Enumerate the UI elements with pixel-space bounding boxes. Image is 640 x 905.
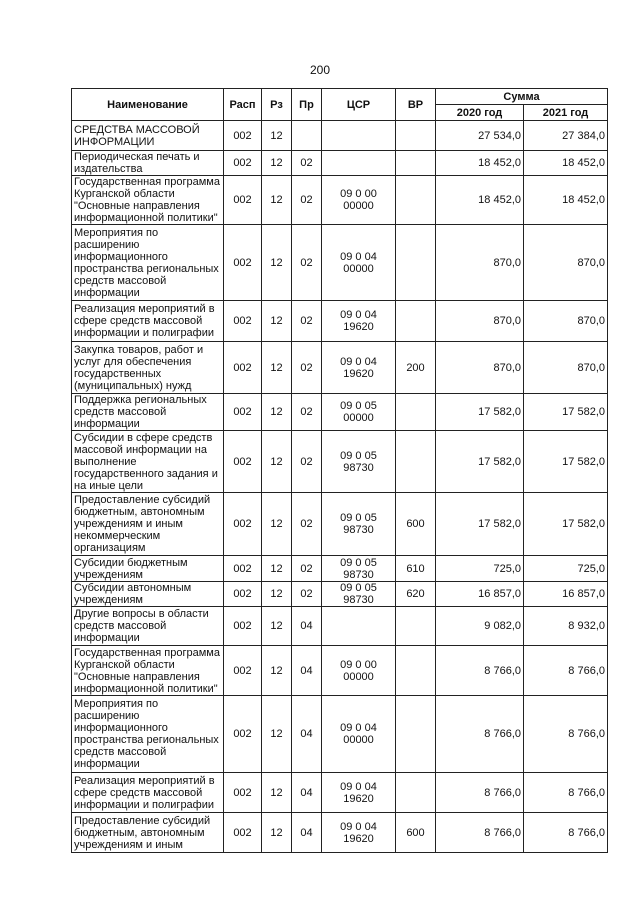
row-name: Мероприятия по расширению информационного пространства региональных средств массовой информации <box>72 225 224 301</box>
row-amount-2020: 870,0 <box>436 301 524 342</box>
row-amount-2021: 17 582,0 <box>524 394 608 431</box>
table-row <box>72 301 608 342</box>
row-amount-2021: 17 582,0 <box>524 431 608 493</box>
row-pr: 02 <box>292 225 322 301</box>
row-csr: 09 0 05 00000 <box>322 394 396 431</box>
row-vr: 200 <box>396 342 436 394</box>
header-year-2021: 2021 год <box>524 105 608 121</box>
header-csr: ЦСР <box>322 89 396 121</box>
row-rz: 12 <box>262 813 292 853</box>
row-vr <box>396 696 436 773</box>
table-row <box>72 607 608 646</box>
row-amount-2020: 17 582,0 <box>436 493 524 556</box>
row-csr: 09 0 00 00000 <box>322 646 396 696</box>
row-amount-2020: 8 766,0 <box>436 646 524 696</box>
row-csr: 09 0 05 98730 <box>322 493 396 556</box>
row-pr: 04 <box>292 607 322 646</box>
row-amount-2020: 9 082,0 <box>436 607 524 646</box>
row-pr: 02 <box>292 151 322 176</box>
row-rz: 12 <box>262 394 292 431</box>
row-pr: 02 <box>292 431 322 493</box>
row-pr: 02 <box>292 394 322 431</box>
row-rasp: 002 <box>224 342 262 394</box>
row-csr: 09 0 04 00000 <box>322 696 396 773</box>
row-amount-2021: 18 452,0 <box>524 151 608 176</box>
row-rasp: 002 <box>224 646 262 696</box>
row-name: СРЕДСТВА МАССОВОЙ ИНФОРМАЦИИ <box>72 121 224 151</box>
header-pr: Пр <box>292 89 322 121</box>
row-rz: 12 <box>262 646 292 696</box>
table-row <box>72 646 608 696</box>
row-rasp: 002 <box>224 582 262 607</box>
row-amount-2020: 17 582,0 <box>436 431 524 493</box>
row-vr <box>396 121 436 151</box>
row-pr: 02 <box>292 556 322 582</box>
row-amount-2021: 18 452,0 <box>524 176 608 225</box>
row-amount-2021: 870,0 <box>524 301 608 342</box>
row-rz: 12 <box>262 773 292 813</box>
row-amount-2021: 870,0 <box>524 225 608 301</box>
row-rz: 12 <box>262 607 292 646</box>
budget-table <box>71 88 608 853</box>
row-rasp: 002 <box>224 493 262 556</box>
table-row <box>72 342 608 394</box>
row-name: Реализация мероприятий в сфере средств массовой информации и полиграфии <box>72 301 224 342</box>
row-vr <box>396 225 436 301</box>
row-name: Поддержка региональных средств массовой информации <box>72 394 224 431</box>
row-name: Государственная программа Курганской области "Основные направления информационной политики" <box>72 646 224 696</box>
row-rasp: 002 <box>224 151 262 176</box>
row-rz: 12 <box>262 151 292 176</box>
row-rasp: 002 <box>224 225 262 301</box>
row-pr: 04 <box>292 813 322 853</box>
row-pr: 02 <box>292 582 322 607</box>
row-name: Субсидии бюджетным учреждениям <box>72 556 224 582</box>
row-rz: 12 <box>262 431 292 493</box>
row-name: Предоставление субсидий бюджетным, автономным учреждениям и иным <box>72 813 224 853</box>
row-rz: 12 <box>262 493 292 556</box>
row-csr: 09 0 05 98730 <box>322 431 396 493</box>
row-amount-2021: 8 766,0 <box>524 646 608 696</box>
row-amount-2020: 8 766,0 <box>436 813 524 853</box>
row-csr: 09 0 04 19620 <box>322 773 396 813</box>
row-vr <box>396 607 436 646</box>
row-name: Предоставление субсидий бюджетным, автономным учреждениям и иным некоммерческим организациям <box>72 493 224 556</box>
table-row <box>72 696 608 773</box>
header-name: Наименование <box>72 89 224 121</box>
row-vr <box>396 176 436 225</box>
row-vr: 620 <box>396 582 436 607</box>
row-amount-2021: 8 766,0 <box>524 696 608 773</box>
row-pr: 02 <box>292 301 322 342</box>
row-pr: 02 <box>292 342 322 394</box>
row-name: Государственная программа Курганской области "Основные направления информационной политики" <box>72 176 224 225</box>
table-row <box>72 431 608 493</box>
row-amount-2020: 870,0 <box>436 342 524 394</box>
row-rasp: 002 <box>224 431 262 493</box>
table-row <box>72 773 608 813</box>
row-csr: 09 0 05 98730 <box>322 556 396 582</box>
row-amount-2020: 725,0 <box>436 556 524 582</box>
row-csr: 09 0 04 19620 <box>322 342 396 394</box>
row-name: Субсидии автономным учреждениям <box>72 582 224 607</box>
row-csr <box>322 121 396 151</box>
header-sum: Сумма <box>436 89 608 105</box>
row-amount-2020: 870,0 <box>436 225 524 301</box>
row-rasp: 002 <box>224 607 262 646</box>
row-rz: 12 <box>262 121 292 151</box>
row-vr <box>396 646 436 696</box>
table-row <box>72 151 608 176</box>
row-vr <box>396 301 436 342</box>
row-amount-2020: 16 857,0 <box>436 582 524 607</box>
row-amount-2020: 8 766,0 <box>436 773 524 813</box>
row-rasp: 002 <box>224 556 262 582</box>
row-vr <box>396 151 436 176</box>
table-row <box>72 121 608 151</box>
row-rasp: 002 <box>224 301 262 342</box>
row-rasp: 002 <box>224 394 262 431</box>
row-csr: 09 0 04 19620 <box>322 301 396 342</box>
row-amount-2020: 27 534,0 <box>436 121 524 151</box>
row-amount-2021: 27 384,0 <box>524 121 608 151</box>
row-name: Другие вопросы в области средств массовой информации <box>72 607 224 646</box>
row-name: Реализация мероприятий в сфере средств массовой информации и полиграфии <box>72 773 224 813</box>
row-amount-2021: 8 766,0 <box>524 773 608 813</box>
row-vr: 600 <box>396 493 436 556</box>
row-csr: 09 0 04 00000 <box>322 225 396 301</box>
row-vr: 610 <box>396 556 436 582</box>
row-csr: 09 0 00 00000 <box>322 176 396 225</box>
row-vr <box>396 431 436 493</box>
row-rz: 12 <box>262 176 292 225</box>
header-rz: Рз <box>262 89 292 121</box>
row-rz: 12 <box>262 582 292 607</box>
row-csr <box>322 607 396 646</box>
row-amount-2021: 725,0 <box>524 556 608 582</box>
row-amount-2020: 18 452,0 <box>436 151 524 176</box>
table-row <box>72 813 608 853</box>
row-rz: 12 <box>262 225 292 301</box>
row-vr: 600 <box>396 813 436 853</box>
row-amount-2020: 18 452,0 <box>436 176 524 225</box>
table-row <box>72 556 608 582</box>
header-rasp: Расп <box>224 89 262 121</box>
row-csr <box>322 151 396 176</box>
header-vr: ВР <box>396 89 436 121</box>
row-name: Мероприятия по расширению информационного пространства региональных средств массовой информации <box>72 696 224 773</box>
row-name: Периодическая печать и издательства <box>72 151 224 176</box>
row-amount-2020: 17 582,0 <box>436 394 524 431</box>
table-row <box>72 493 608 556</box>
table-row <box>72 176 608 225</box>
row-amount-2021: 17 582,0 <box>524 493 608 556</box>
row-pr: 04 <box>292 646 322 696</box>
row-amount-2021: 8 766,0 <box>524 813 608 853</box>
row-csr: 09 0 05 98730 <box>322 582 396 607</box>
table-row <box>72 394 608 431</box>
row-name: Закупка товаров, работ и услуг для обеспечения государственных (муниципальных) нужд <box>72 342 224 394</box>
row-vr <box>396 394 436 431</box>
row-rz: 12 <box>262 301 292 342</box>
table-row <box>72 225 608 301</box>
row-rasp: 002 <box>224 813 262 853</box>
row-name: Субсидии в сфере средств массовой информации на выполнение государственного задания и на иные цели <box>72 431 224 493</box>
row-amount-2021: 16 857,0 <box>524 582 608 607</box>
row-vr <box>396 773 436 813</box>
row-pr: 02 <box>292 176 322 225</box>
row-pr: 04 <box>292 696 322 773</box>
row-pr <box>292 121 322 151</box>
table-row <box>72 582 608 607</box>
page-number: 200 <box>309 63 331 77</box>
header-year-2020: 2020 год <box>436 105 524 121</box>
row-rasp: 002 <box>224 176 262 225</box>
row-amount-2020: 8 766,0 <box>436 696 524 773</box>
row-rasp: 002 <box>224 773 262 813</box>
row-pr: 04 <box>292 773 322 813</box>
row-rz: 12 <box>262 556 292 582</box>
row-pr: 02 <box>292 493 322 556</box>
row-csr: 09 0 04 19620 <box>322 813 396 853</box>
row-amount-2021: 870,0 <box>524 342 608 394</box>
row-rasp: 002 <box>224 696 262 773</box>
row-amount-2021: 8 932,0 <box>524 607 608 646</box>
row-rz: 12 <box>262 696 292 773</box>
row-rz: 12 <box>262 342 292 394</box>
row-rasp: 002 <box>224 121 262 151</box>
